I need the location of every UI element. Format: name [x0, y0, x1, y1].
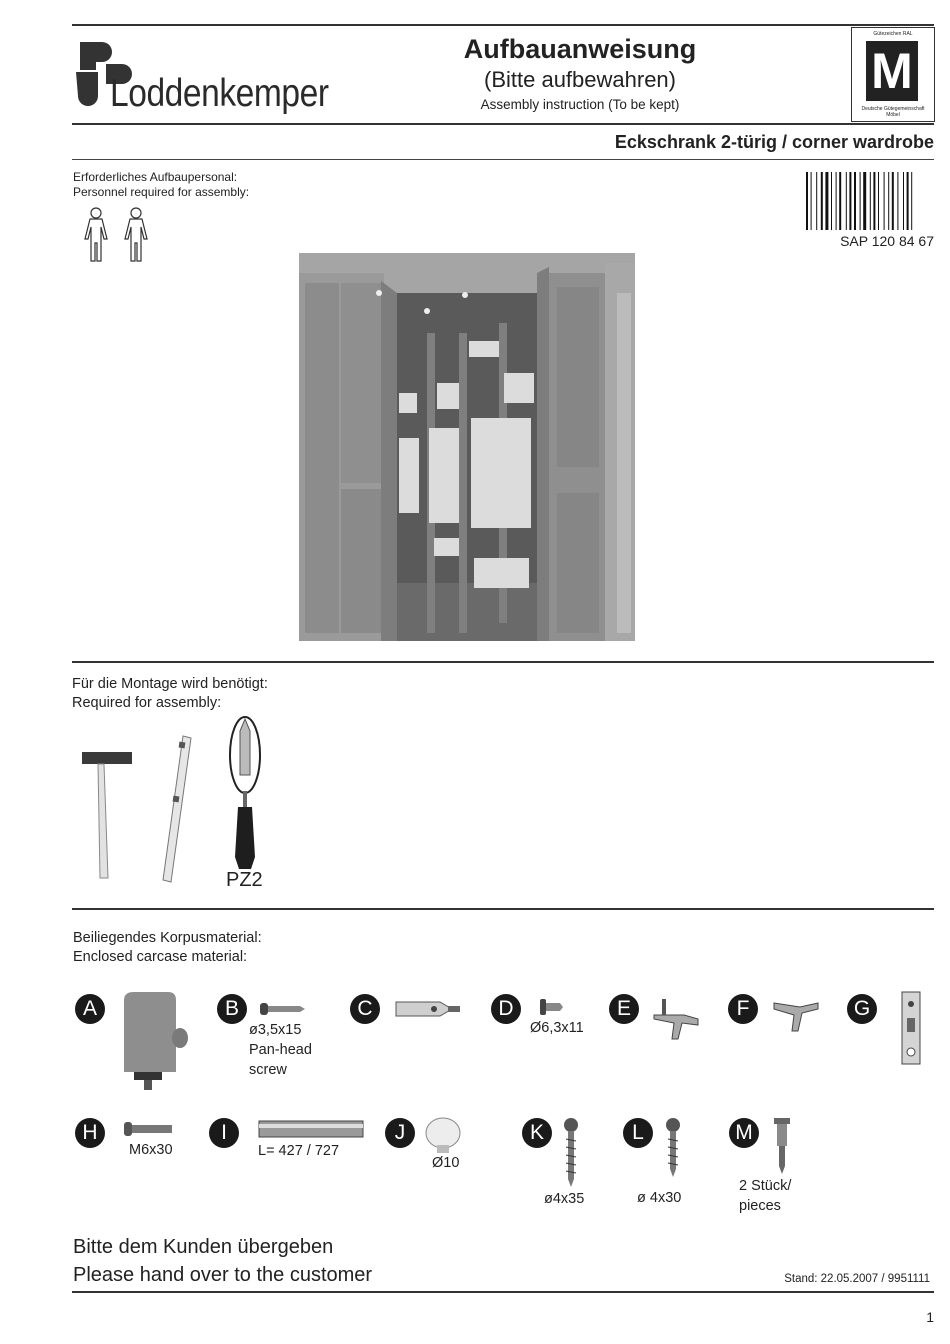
product-photo [299, 253, 635, 641]
part-label-i: L= 427 / 727 [258, 1143, 340, 1159]
leveling-foot-icon [114, 990, 194, 1092]
part-label-h: M6x30 [129, 1142, 173, 1158]
material-label-en: Enclosed carcase material: [73, 949, 248, 965]
hanging-rail-icon [258, 1118, 364, 1140]
seal-bottom-text: Deutsche Gütegemeinschaft Möbel [861, 106, 925, 118]
brand-logo [72, 38, 362, 122]
part-label-m [739, 1176, 791, 1216]
mounting-plate-icon [896, 990, 926, 1070]
hammer-icon [78, 748, 138, 882]
wood-screw-short-icon [662, 1117, 684, 1179]
part-badge-a: A [75, 994, 105, 1024]
screwdriver-icon [226, 713, 274, 873]
barcode [806, 172, 934, 230]
product-name: Eckschrank 2-türig / corner wardrobe [614, 132, 934, 152]
tools-label [72, 675, 268, 713]
small-screw-icon [538, 997, 564, 1017]
title-block [430, 34, 730, 112]
part-b-type2: screw [249, 1062, 287, 1078]
part-m-count: 2 Stück/ [739, 1178, 792, 1194]
tools-rule [72, 661, 934, 663]
handover-de: Bitte dem Kunden übergeben [73, 1236, 334, 1258]
page-subtitle-en: Assembly instruction (To be kept) [480, 97, 680, 112]
part-label-k: ø4x35 [544, 1191, 585, 1207]
handover-en: Please hand over to the customer [73, 1264, 373, 1286]
part-badge-e: E [609, 994, 639, 1024]
handover-note [73, 1233, 372, 1289]
seal-top-text: Gütezeichen RAL [873, 31, 913, 37]
revision-stamp: Stand: 22.05.2007 / 9951111 [784, 1273, 930, 1285]
personnel-label-en: Personnel required for assembly: [73, 185, 250, 199]
footer-rule [72, 1291, 934, 1293]
part-badge-k: K [522, 1118, 552, 1148]
part-b-size: ø3,5x15 [249, 1022, 302, 1038]
wall-plug-icon [394, 996, 464, 1022]
page-title: Aufbauanweisung [463, 34, 697, 64]
quality-seal [851, 27, 935, 122]
bracket-icon [770, 995, 824, 1035]
brand-name: Loddenkemper [110, 72, 329, 115]
page-subtitle-de: (Bitte aufbewahren) [484, 67, 676, 92]
part-label-l: ø 4x30 [637, 1190, 682, 1206]
part-b-type: Pan-head [249, 1042, 312, 1058]
person-pair-icon [80, 207, 160, 263]
pan-head-screw-icon [258, 1001, 306, 1017]
personnel-label [73, 170, 249, 200]
top-rule [72, 24, 934, 26]
part-badge-i: I [209, 1118, 239, 1148]
personnel-icons [80, 207, 160, 268]
product-rule [72, 159, 934, 160]
tools-label-en: Required for assembly: [72, 695, 222, 711]
part-label-b [249, 1020, 312, 1080]
dowel-screw-icon [770, 1116, 794, 1176]
part-badge-h: H [75, 1118, 105, 1148]
part-badge-b: B [217, 994, 247, 1024]
part-badge-m: M [729, 1118, 759, 1148]
part-badge-c: C [350, 994, 380, 1024]
material-label-de: Beiliegendes Korpusmaterial: [73, 930, 262, 946]
screwdriver-label: PZ2 [226, 869, 263, 891]
material-label [73, 929, 262, 967]
part-label-d: Ø6,3x11 [530, 1020, 584, 1036]
header-rule [72, 123, 934, 125]
spirit-level-icon [155, 734, 203, 884]
seal-letter: M [866, 41, 918, 101]
wood-screw-long-icon [560, 1117, 582, 1189]
part-badge-g: G [847, 994, 877, 1024]
material-rule [72, 908, 934, 910]
part-badge-j: J [385, 1118, 415, 1148]
wardrobe-photo [299, 253, 635, 641]
part-badge-f: F [728, 994, 758, 1024]
shelf-support-icon [650, 995, 702, 1041]
tools-label-de: Für die Montage wird benötigt: [72, 676, 268, 692]
part-badge-l: L [623, 1118, 653, 1148]
part-m-unit: pieces [739, 1198, 781, 1214]
cover-cap-icon [423, 1115, 463, 1157]
bolt-icon [122, 1120, 176, 1138]
page-number: 1 [926, 1309, 934, 1325]
part-label-j: Ø10 [432, 1155, 460, 1171]
part-badge-d: D [491, 994, 521, 1024]
personnel-label-de: Erforderliches Aufbaupersonal: [73, 170, 238, 184]
sap-number: SAP 120 84 67 [840, 233, 934, 249]
